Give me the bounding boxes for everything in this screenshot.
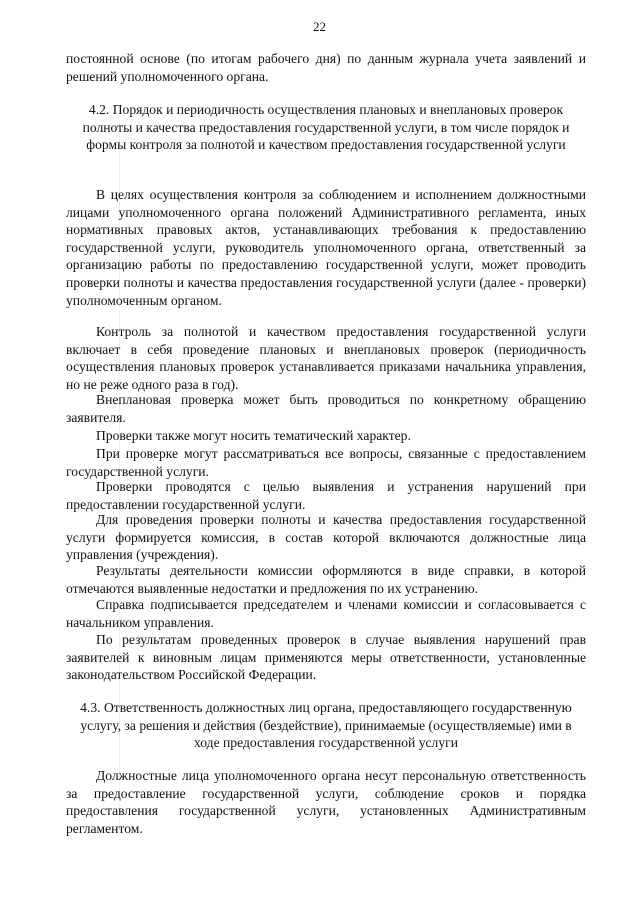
paragraph-control-purpose: В целях осуществления контроля за соблюдением и исполнением должностными лицами уполномоченного органа положений Административного регламента, иных нормативных правовых актов, устанавливающих требования к предоставлению государственной услуги, руководитель уполномоченного органа, ответственный за организацию работы по предоставлению государственной услуги, может проводить проверки полноты и качества предоставления государственной услуги (далее - проверки) уполномоченным органом. — [66, 187, 586, 308]
page-number: 22 — [313, 19, 326, 34]
paragraph-check-goal: Проверки проводятся с целью выявления и устранения нарушений при предоставлении государственной услуги. — [66, 479, 586, 512]
paragraph-violations: По результатам проведенных проверок в случае выявления нарушений прав заявителей к виновным лицам применяются меры ответственности, установленные законодательством Российской Федерации. — [66, 632, 586, 683]
paragraph-results: Результаты деятельности комиссии оформляются в виде справки, в которой отмечаются выявленные недостатки и предложения по их устранению. — [66, 563, 586, 596]
paragraph-commission: Для проведения проверки полноты и качества предоставления государственной услуги формируется комиссия, в состав которой включаются должностные лица управления (учреждения). — [66, 512, 586, 563]
paragraph-unscheduled-check: Внеплановая проверка может быть проводиться по конкретному обращению заявителя. — [66, 392, 586, 425]
paragraph-control-scope: Контроль за полнотой и качеством предоставления государственной услуги включает в себя проведение плановых и внеплановых проверок (периодичность осуществления плановых проверок устанавливается приказами начальника управления, но не реже одного раза в год). — [66, 324, 586, 392]
paragraph-thematic-check: Проверки также могут носить тематический характер. — [96, 428, 411, 443]
section-heading-4-2: 4.2. Порядок и периодичность осуществления плановых и внеплановых проверок полноты и качества предоставления государственной услуги, в том числе порядок и формы контроля за полнотой и качеством предоставления государственной услуги — [82, 102, 570, 153]
paragraph-check-questions: При проверке могут рассматриваться все вопросы, связанные с предоставлением государственной услуги. — [66, 446, 586, 479]
paragraph-responsibility: Должностные лица уполномоченного органа несут персональную ответственность за предоставление государственной услуги, соблюдение сроков и порядка предоставления государственной услуги, установленных Административным регламентом. — [66, 768, 586, 836]
paragraph-continuation: постоянной основе (по итогам рабочего дня) по данным журнала учета заявлений и решений уполномоченного органа. — [66, 51, 586, 84]
paragraph-report-signing: Справка подписывается председателем и членами комиссии и согласовывается с начальником управления. — [66, 597, 586, 630]
section-heading-4-3: 4.3. Ответственность должностных лиц органа, предоставляющего государственную услугу, за решения и действия (бездействие), принимаемые (осуществляемые) ими в ходе предоставления государственной услуги — [80, 700, 572, 751]
